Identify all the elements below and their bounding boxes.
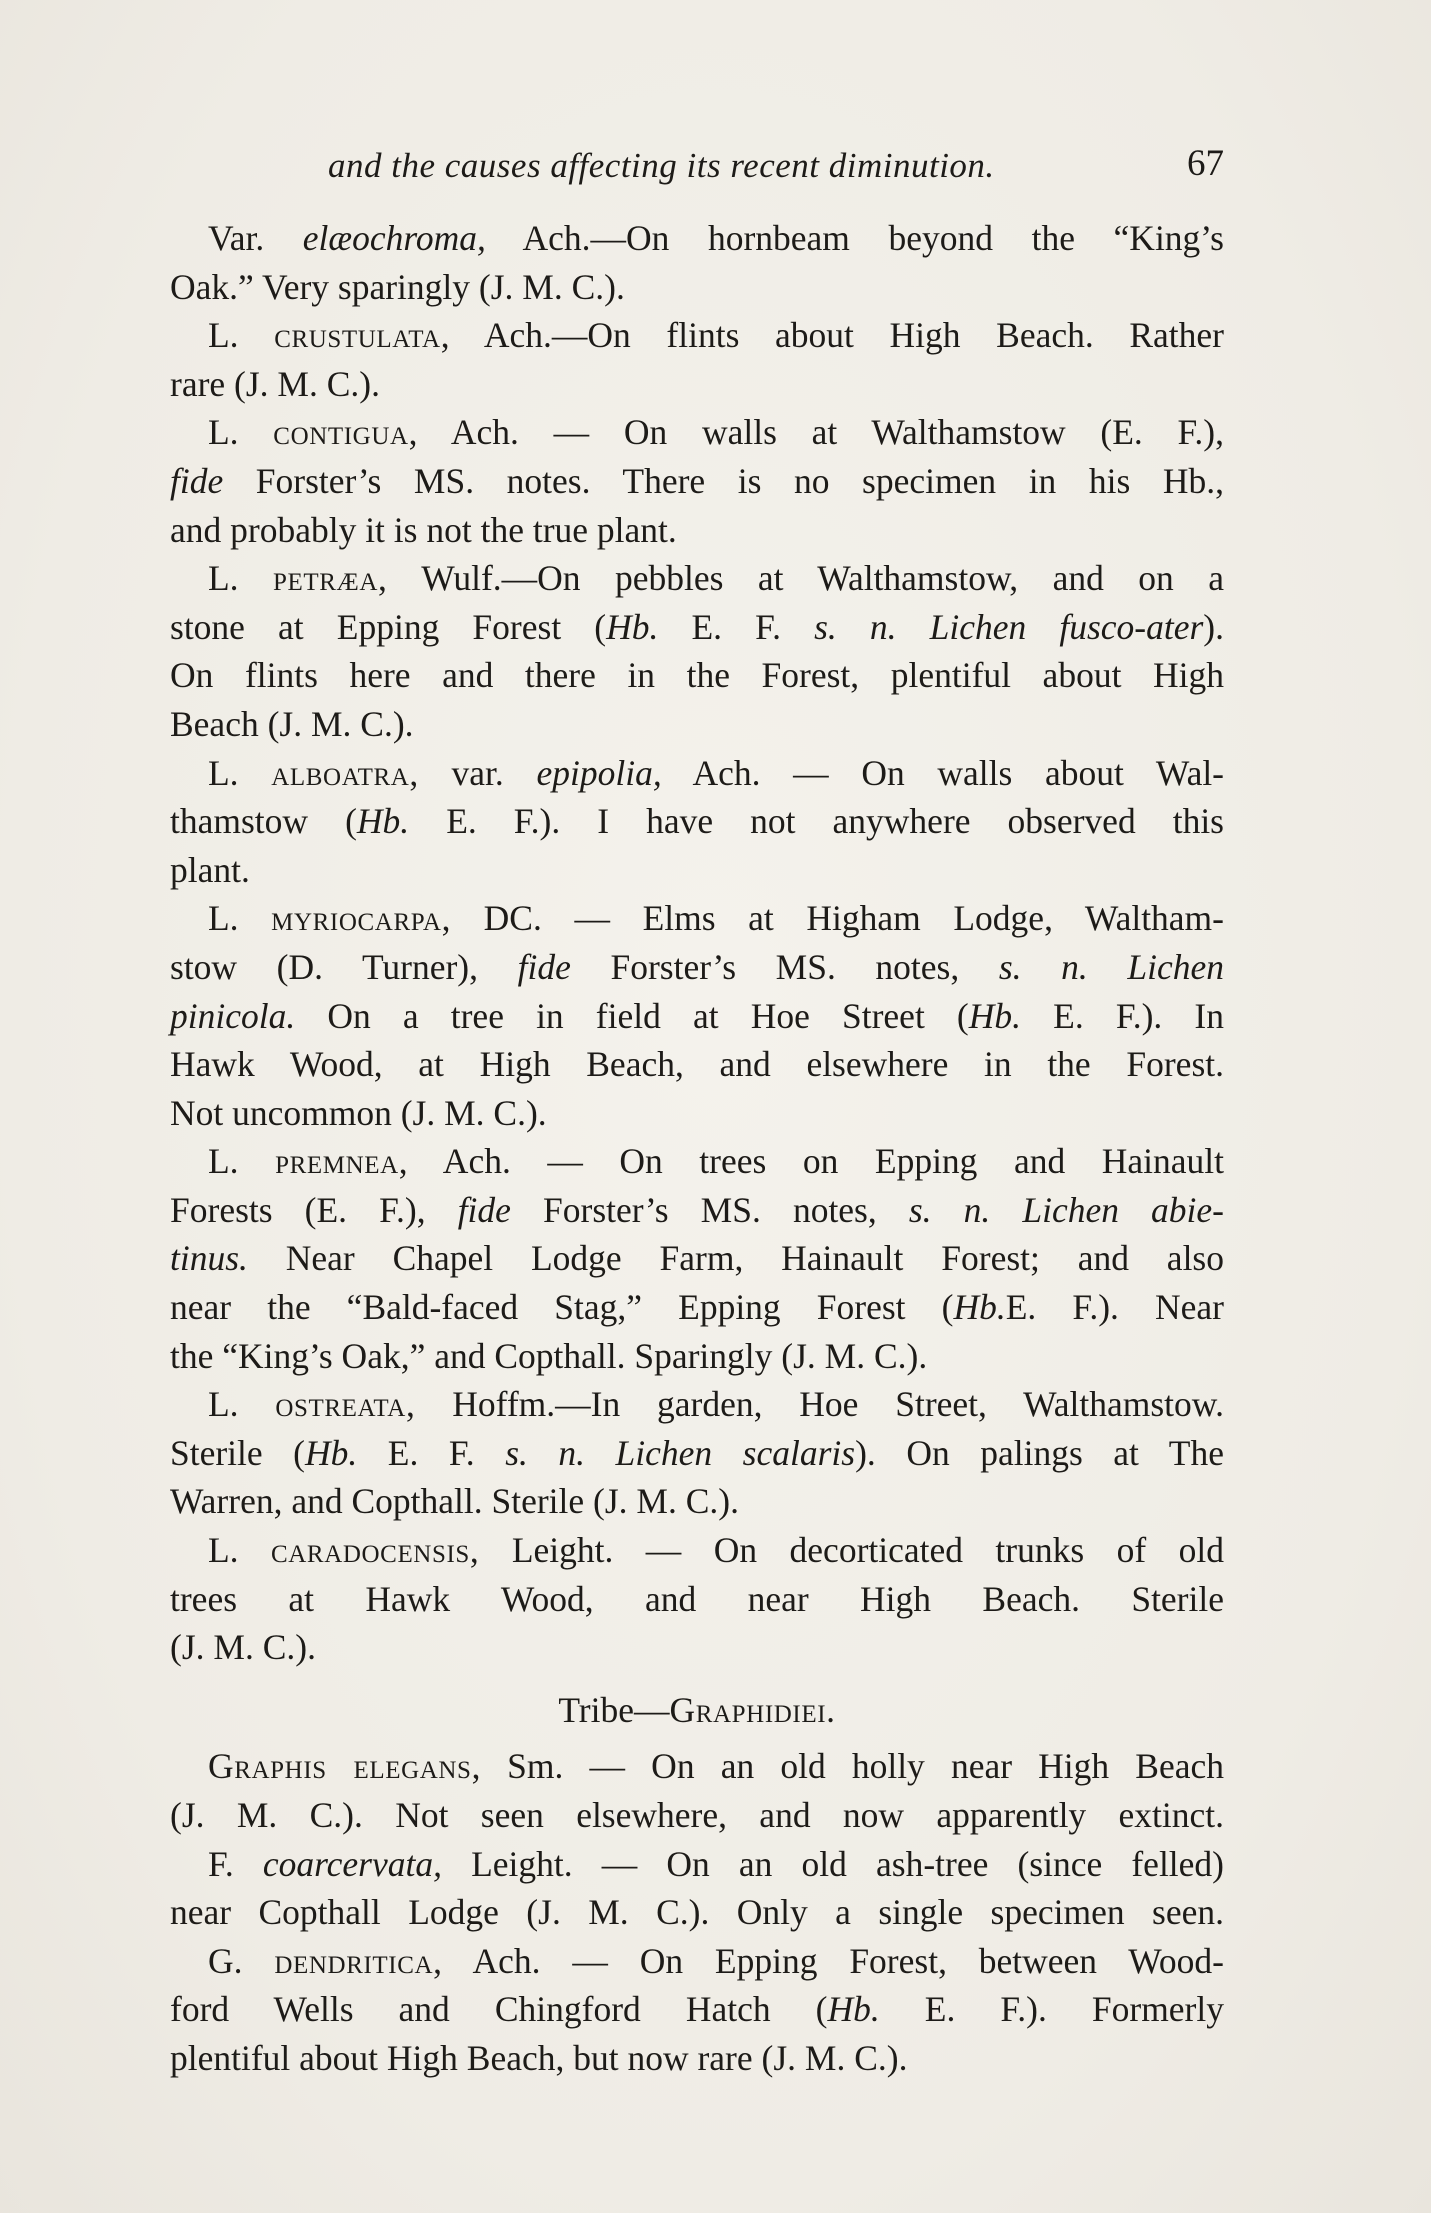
text-line: the “King’s Oak,” and Copthall. Sparingly (J. M. C.). [170,1335,928,1376]
text-line: fide Forster’s MS. notes. There is no specimen in his Hb., [170,460,1224,501]
text-line: L. contigua, Ach. — On walls at Walthamstow (E. F.), [208,412,1225,453]
text-line: pinicola. On a tree in field at Hoe Street (Hb. E. F.). In [170,995,1224,1036]
text-line: Oak.” Very sparingly (J. M. C.). [170,266,625,307]
text-line: stow (D. Turner), fide Forster’s MS. notes, s. n. Lichen [170,946,1225,987]
text-line: Graphis elegans, Sm. — On an old holly near High Beach [208,1746,1224,1787]
text-line: plentiful about High Beach, but now rare (J. M. C.). [170,2037,908,2078]
section-heading: Tribe—Graphidiei. [558,1689,836,1730]
text-line: L. premnea, Ach. — On trees on Epping and Hainault [208,1141,1224,1182]
body-text [170,214,1224,2083]
text-line: trees at Hawk Wood, and near High Beach. Sterile [170,1578,1224,1619]
text-line: near the “Bald-faced Stag,” Epping Forest (Hb.E. F.). Near [170,1287,1224,1328]
text-line: G. dendritica, Ach. — On Epping Forest, between Wood- [208,1940,1224,1981]
text-line: On flints here and there in the Forest, plentiful about High [170,655,1224,696]
text-line: L. ostreata, Hoffm.—In garden, Hoe Street, Walthamstow. [208,1384,1224,1425]
text-line: and probably it is not the true plant. [170,509,677,550]
text-line: Warren, and Copthall. Sterile (J. M. C.). [170,1481,739,1522]
text-line: (J. M. C.). Not seen elsewhere, and now apparently extinct. [170,1795,1224,1835]
text-line: stone at Epping Forest (Hb. E. F. s. n. Lichen fusco-ater). [170,606,1224,647]
text-line: near Copthall Lodge (J. M. C.). Only a single specimen seen. [170,1892,1224,1933]
text-line: Not uncommon (J. M. C.). [170,1092,547,1133]
text-line: thamstow (Hb. E. F.). I have not anywhere observed this [170,801,1225,842]
text-line: F. coarcervata, Leight. — On an old ash-tree (since felled) [208,1843,1224,1884]
text-line: L. petræa, Wulf.—On pebbles at Walthamstow, and on a [208,558,1224,599]
text-line: Sterile (Hb. E. F. s. n. Lichen scalaris). On palings at The [170,1432,1224,1473]
text-line: plant. [170,849,250,890]
text-line: Forests (E. F.), fide Forster’s MS. notes, s. n. Lichen abie- [170,1189,1224,1230]
text-line: Beach (J. M. C.). [170,703,414,744]
page-header [170,138,1224,194]
text-line: L. crustulata, Ach.—On flints about High Beach. Rather [208,315,1224,356]
text-line: Hawk Wood, at High Beach, and elsewhere in the Forest. [170,1044,1224,1085]
page-number: 67 [1187,143,1224,184]
text-line: (J. M. C.). [170,1627,316,1668]
text-line: rare (J. M. C.). [170,363,380,404]
text-line: L. myriocarpa, DC. — Elms at Higham Lodge, Waltham- [208,898,1224,939]
text-line: L. alboatra, var. epipolia, Ach. — On walls about Wal- [208,752,1225,793]
running-head: and the causes affecting its recent diminution. [328,146,995,185]
text-line: Var. elæochroma, Ach.—On hornbeam beyond the “King’s [208,218,1224,258]
text-line: ford Wells and Chingford Hatch (Hb. E. F.). Formerly [170,1989,1224,2030]
text-line: L. caradocensis, Leight. — On decorticated trunks of old [208,1530,1224,1571]
text-line: tinus. Near Chapel Lodge Farm, Hainault Forest; and also [170,1238,1224,1279]
